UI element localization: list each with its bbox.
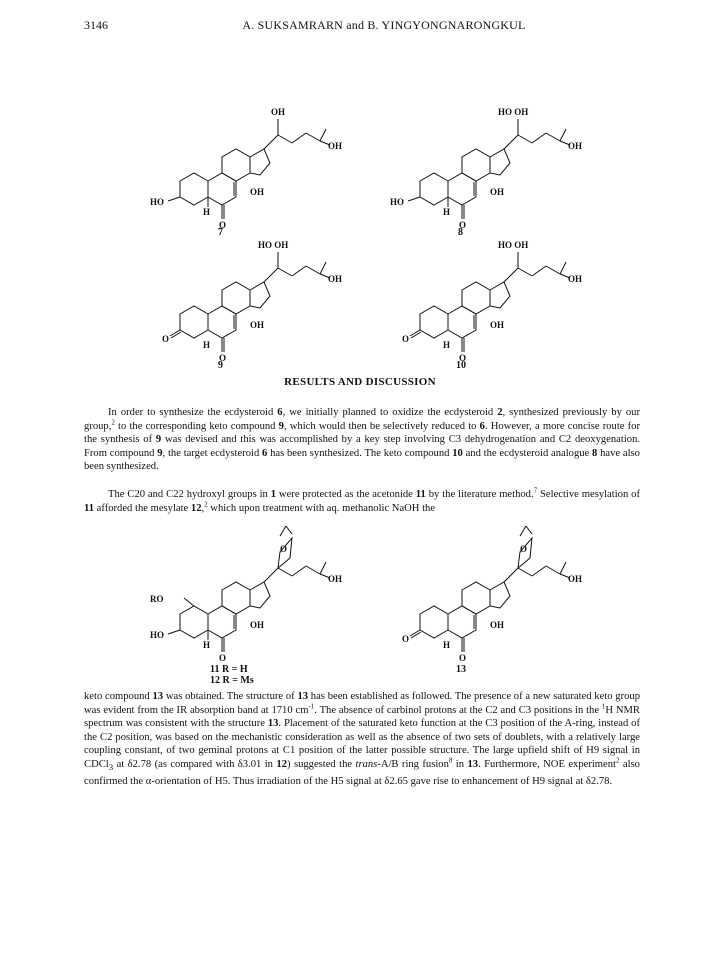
structure-9 — [140, 228, 380, 371]
compound-number: 13 — [456, 664, 466, 675]
label-ro: RO — [150, 594, 164, 604]
running-head-authors: A. SUKSAMRARN and B. YINGYONGNARONGKUL — [242, 18, 526, 32]
compound-number-12: 12 R = Ms — [210, 675, 254, 686]
label-oh: OH — [271, 107, 286, 117]
label-oh: OH — [568, 274, 583, 284]
paragraph-3: keto compound 13 was obtained. The structure of 13 has been established as followed. The presence of a new saturated keto group was evident from the IR absorption band at 1710 $cm^{-1}$. The absence of carbinol protons at the C2 and C3 positions in the $^1$H NMR spectrum was consistent with the structure 13. Placement of the saturated keto function at the C3 position of the A-ring, instead of the C2 position, was based on the mechanistic consideration as well as the absence of two sets of doublets, with a relatively large coupling constant, of two geminal protons at C1 position of the latter possible structure. The large upfield shift of H9 signal in CDCl$_3$ at δ2.78 (as compared with δ3.01 in 12) suggested the trans-A/B ring fusion$^8$ in 13. Furthermore, NOE experiment$^2$ also confirmed the α-orientation of H5. Thus irradiation of the H5 signal at δ2.65 gave rise to enhancement of H9 signal at δ2.78. — [84, 691, 641, 787]
compound-number: 8 — [458, 227, 463, 238]
structure-8-drawing — [380, 95, 620, 238]
label-ho-oh: HO OH — [258, 240, 289, 250]
structure-13-drawing — [380, 528, 620, 675]
label-o: O — [219, 220, 227, 230]
label-ho-oh: HO OH — [498, 107, 529, 117]
label-oh: OH — [568, 141, 583, 151]
label-h: H — [203, 640, 211, 650]
label-ho: HO — [150, 630, 165, 640]
label-o: O — [459, 653, 467, 663]
label-o: O — [219, 353, 227, 363]
compound-number: 7 — [218, 227, 223, 238]
label-oh: OH — [328, 274, 343, 284]
label-o: O — [459, 220, 467, 230]
label-oh: OH — [250, 320, 265, 330]
label-o: O — [520, 544, 528, 554]
compound-number: 10 — [456, 360, 466, 371]
label-o: O — [459, 353, 467, 363]
paragraph-2: The C20 and C22 hydroxyl groups in 1 were protected as the acetonide 11 by the literature method.$^7$ Selective mesylation of 11 afforded the mesylate 12,$^2$ which upon treatment with aq. methanolic NaOH the — [84, 486, 640, 514]
label-o: O — [402, 334, 410, 344]
label-ho-oh: HO OH — [498, 240, 529, 250]
label-oh: OH — [490, 620, 505, 630]
label-h: H — [443, 207, 451, 217]
structure-8 — [380, 95, 620, 238]
label-o: O — [219, 653, 227, 663]
paragraph-1: In order to synthesize the ecdysteroid 6, we initially planned to oxidize the ecdysteroid 2, synthesized previously by our group,$^2$ to the corresponding keto compound 9, which would then be selectively reduced to 6. However, a more concise route for the synthesis of 9 was devised and this was accomplished by a key step involving C3 dehydrogenation and C2 deoxygenation. From compound 9, the target ecdysteroid 6 has been synthesized. The keto compound 10 and the ecdysteroid analogue 8 have also been synthesized. — [84, 407, 641, 473]
structure-11-12 — [140, 528, 380, 686]
structure-11-12-drawing — [140, 528, 380, 686]
structure-9-drawing — [140, 228, 380, 371]
label-o: O — [402, 634, 410, 644]
label-oh: OH — [328, 574, 343, 584]
label-ho: HO — [390, 197, 405, 207]
structure-10-drawing — [380, 228, 620, 371]
page-number: 3146 — [84, 18, 108, 32]
structure-10 — [380, 228, 620, 371]
compound-number-11: 11 R = H — [210, 664, 248, 675]
label-h: H — [443, 340, 451, 350]
label-h: H — [443, 640, 451, 650]
structure-13 — [380, 528, 620, 675]
label-ho: HO — [150, 197, 165, 207]
label-oh: OH — [328, 141, 343, 151]
page-header — [84, 18, 684, 38]
structure-7-drawing — [140, 95, 380, 238]
compound-number: 9 — [218, 360, 223, 371]
label-oh: OH — [250, 187, 265, 197]
label-o: O — [280, 544, 288, 554]
structure-7 — [140, 95, 380, 238]
label-h: H — [203, 340, 211, 350]
label-o: O — [162, 334, 170, 344]
label-h: H — [203, 207, 211, 217]
section-heading: RESULTS AND DISCUSSION — [284, 376, 436, 388]
label-oh: OH — [568, 574, 583, 584]
label-oh: OH — [490, 187, 505, 197]
label-oh: OH — [250, 620, 265, 630]
label-oh: OH — [490, 320, 505, 330]
